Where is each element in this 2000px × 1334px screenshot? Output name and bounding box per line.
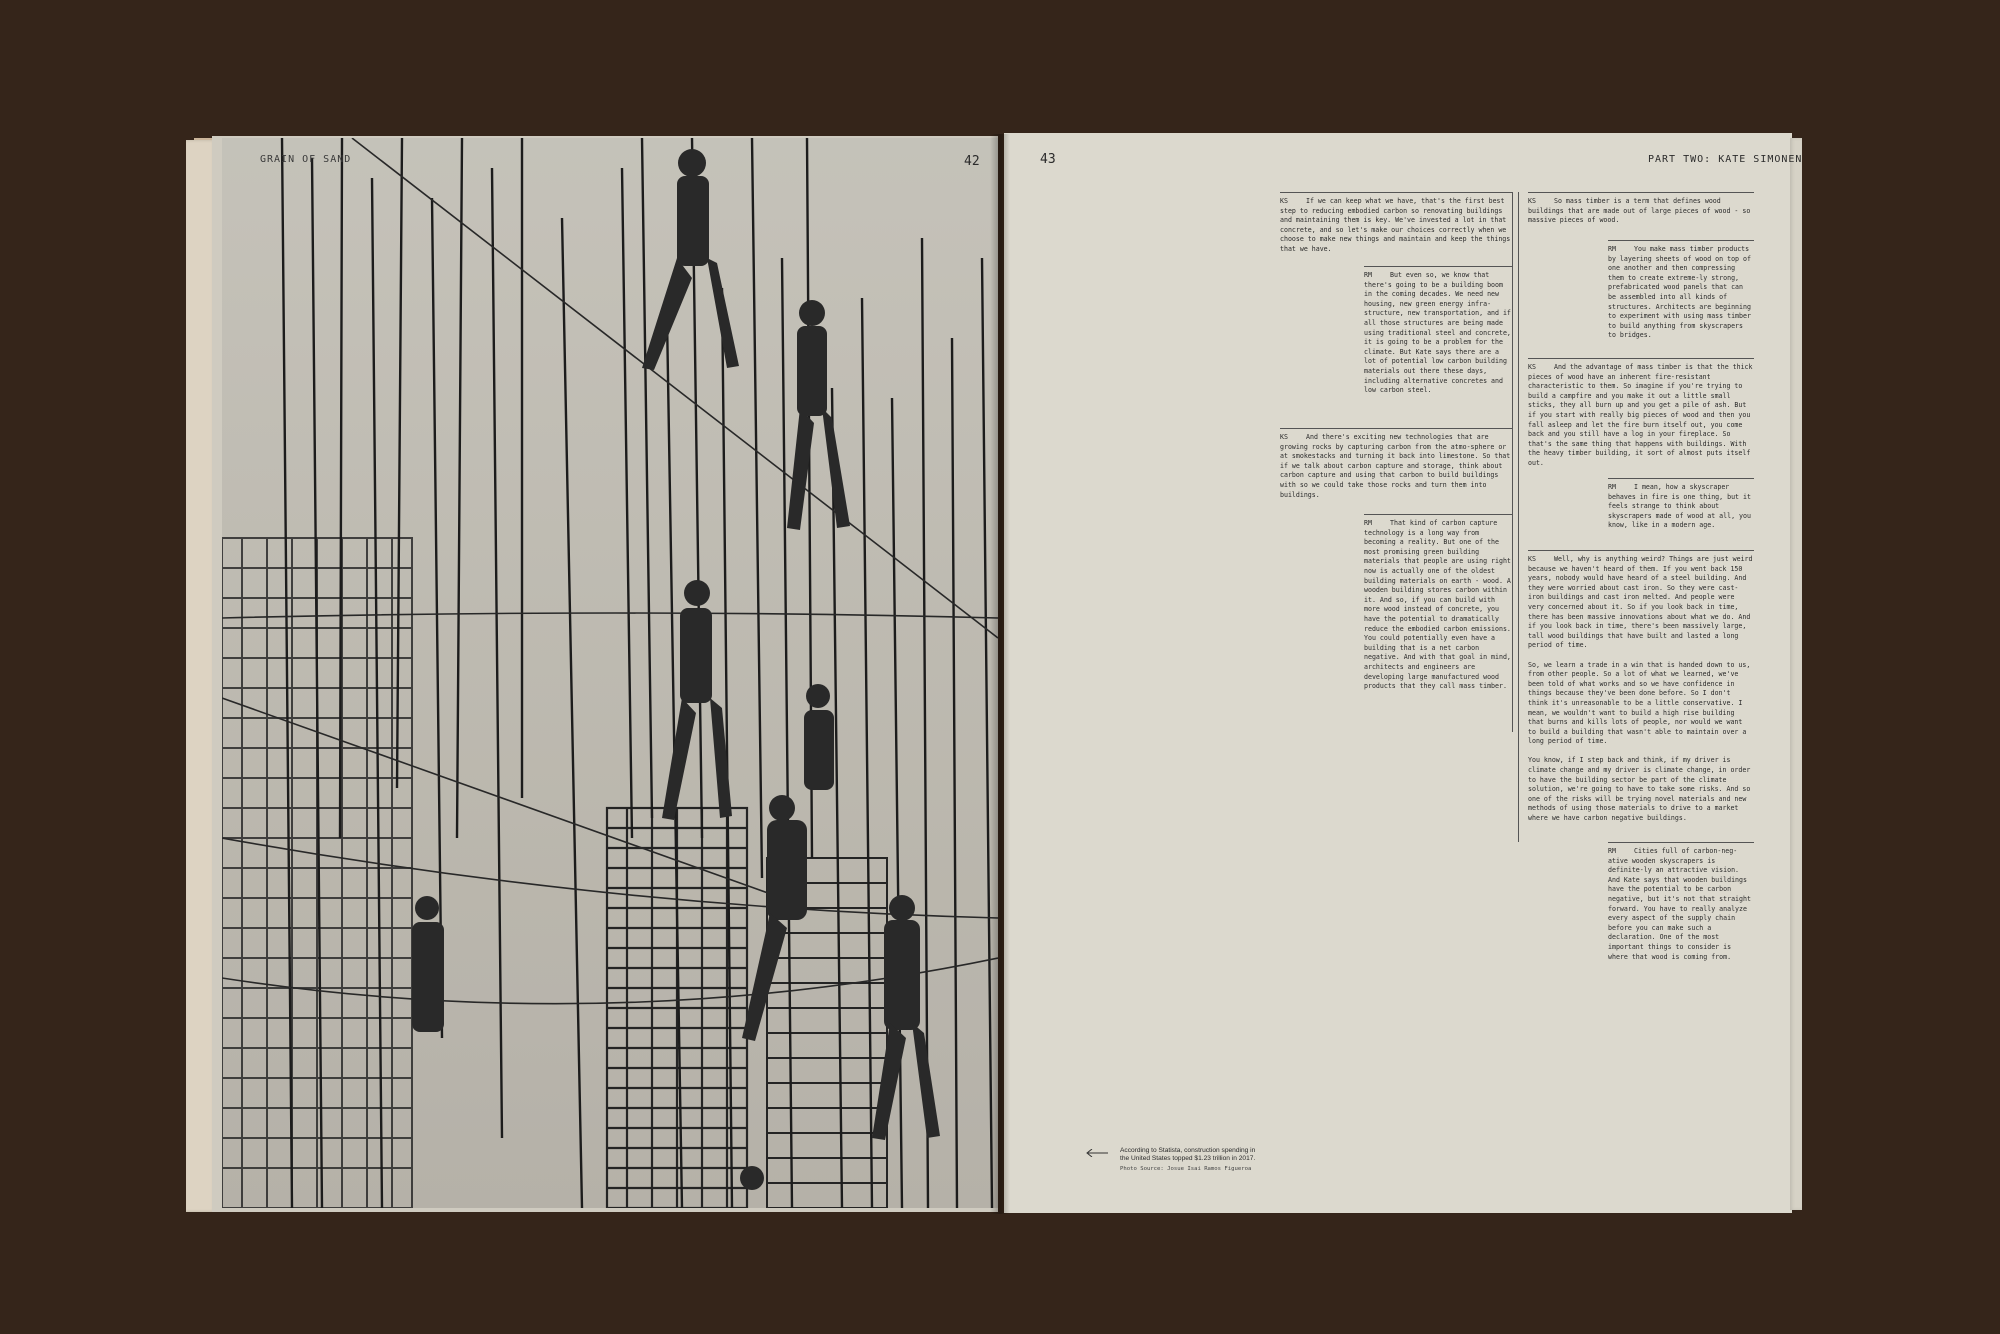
dialogue-block [1608, 842, 1754, 972]
speaker-label: RM [1608, 847, 1616, 855]
speaker-label: KS [1528, 555, 1536, 563]
dialogue-text: Cities full of carbon-neg-ative wooden skyscrapers is definite-ly an attractive vision. And Kate says that wooden buildings have the potential to be carbon negative, but it's not that straight forward. You have to really analyze every aspect of the supply chain before you can make such a declaration. One of the most important things to consider is where that wood is coming from. [1608, 847, 1751, 961]
dialogue-text: If we can keep what we have, that's the first best step to reducing embodied carbon so renovating buildings and maintaining them is key. We've invested a lot in that concrete, and so let's make our choices correctly when we choose to make new things and maintain and keep the things that we have. [1280, 197, 1511, 253]
dialogue-text: And the advantage of mass timber is that the thick pieces of wood have an inherent fire-resistant characteristic to them. So imagine if you're trying to build a campfire and you make it out a little small sticks, they all burn up and you get a pile of ash. But if you start with really big pieces of wood and then you fall asleep and let the fire burn itself out, you come back and you still have a log in your fireplace. So that's the same thing that happens with buildings. With the heavy timber building, it sort of almost puts itself out. [1528, 363, 1753, 467]
speaker-label: RM [1608, 245, 1616, 253]
speaker-label: KS [1280, 433, 1288, 441]
dialogue-block [1528, 358, 1754, 478]
dialogue-paragraph: You know, if I step back and think, if my driver is climate change and my driver is climate change, in order to have the building sector be part of the climate solution, we're going to have to take some risks. And so one of the risks will be trying novel materials and new methods of using those materials to drive to a market where we have carbon negative buildings. [1528, 756, 1751, 823]
arrow-left-icon [1086, 1149, 1108, 1157]
dialogue-text: That kind of carbon capture technology is a long way from becoming a reality. But one of the most promising green building materials that people are using right now is actually one of the oldest building materials on earth - wood. A wooden building stores carbon within it. And so, if you can build with more wood instead of concrete, you have the potential to dramatically reduce the embodied carbon emissions. You could potentially even have a building that is a net carbon negative. And with that goal in mind, architects and engineers are developing large manufactured wood products that they call mass timber. [1364, 519, 1511, 691]
dialogue-text: And there's exciting new technologies that are growing rocks by capturing carbon from the atmo-sphere or at smokestacks and turning it back into limestone. So that if we talk about carbon capture and storage, think about carbon capture and using that carbon to build buildings with so we could take those rocks and turn them into buildings. [1280, 433, 1511, 499]
column2-rule [1518, 192, 1519, 842]
left-page [212, 136, 998, 1212]
dialogue-block [1280, 428, 1512, 510]
right-page-number: 43 [1040, 152, 1056, 167]
dialogue-text: So mass timber is a term that defines wood buildings that are made out of large pieces of wood - so massive pieces of wood. [1528, 197, 1751, 225]
left-running-head: GRAIN OF SAND [260, 154, 352, 165]
construction-photo [222, 138, 998, 1208]
right-running-head: PART TWO: KATE SIMONEN [1648, 154, 1803, 165]
page-stack-right [1790, 138, 1802, 1210]
dialogue-text: I mean, how a skyscraper behaves in fire is one thing, but it feels strange to think about skyscrapers made of wood at all, you know, like in a modern age. [1608, 483, 1751, 530]
dialogue-block [1280, 192, 1512, 264]
left-page-number: 42 [964, 154, 980, 169]
photo-source: Photo Source: Josue Isai Ramos Figueroa [1120, 1165, 1252, 1172]
dialogue-block [1608, 478, 1754, 541]
column1-rule [1512, 192, 1513, 732]
dialogue-block [1528, 192, 1754, 235]
speaker-label: RM [1608, 483, 1616, 491]
dialogue-text: You make mass timber products by layering sheets of wood on top of one another and then compressing them to create extreme-ly strong, prefabricated wood panels that can be assembled into all kinds of structures. Architects are beginning to experiment with using mass timber to build anything from skyscrapers to bridges. [1608, 245, 1751, 340]
gutter-shadow [990, 134, 1010, 1214]
speaker-label: RM [1364, 519, 1372, 527]
speaker-label: KS [1528, 363, 1536, 371]
dialogue-text: Well, why is anything weird? Things are just weird because we haven't heard of them. If you went back 150 years, nobody would have heard of a steel building. And they were worried about cast iron. So they were cast-iron buildings and cast iron melted. And people were very concerned about it. So if you look back in time, there has been massive innovations about what we do. And if you look back in time, there's been massively large, tall wood buildings that have built and lasted a long period of time. [1528, 555, 1753, 650]
speaker-label: KS [1528, 197, 1536, 205]
dialogue-block [1364, 266, 1512, 405]
dialogue-text: But even so, we know that there's going to be a building boom in the coming decades. We need new housing, new green energy infra-structure, new transportation, and if all those structures are being made using traditional steel and concrete, it is going to be a problem for the climate. But Kate says there are a lot of potential low carbon building materials out there these days, including alternative concretes and low carbon steel. [1364, 271, 1511, 395]
speaker-label: KS [1280, 197, 1288, 205]
dialogue-block [1608, 240, 1754, 351]
dialogue-paragraph: So, we learn a trade in a win that is handed down to us, from other people. So a lot of what we learned, we've been told of what works and so we have confidence in things because they've been done before. So I don't think it's unreasonable to be a little conservative. I mean, we wouldn't want to build a high rise building that burns and kills lots of people, nor would we want to build a building that wasn't able to maintain over a long period of time. [1528, 660, 1751, 746]
caption-text: According to Statista, construction spending in the United States topped $1.23 trillion in 2017. [1120, 1147, 1256, 1163]
photo-caption [1120, 1147, 1260, 1173]
dialogue-block [1528, 550, 1754, 833]
speaker-label: RM [1364, 271, 1372, 279]
dialogue-block [1364, 514, 1512, 701]
